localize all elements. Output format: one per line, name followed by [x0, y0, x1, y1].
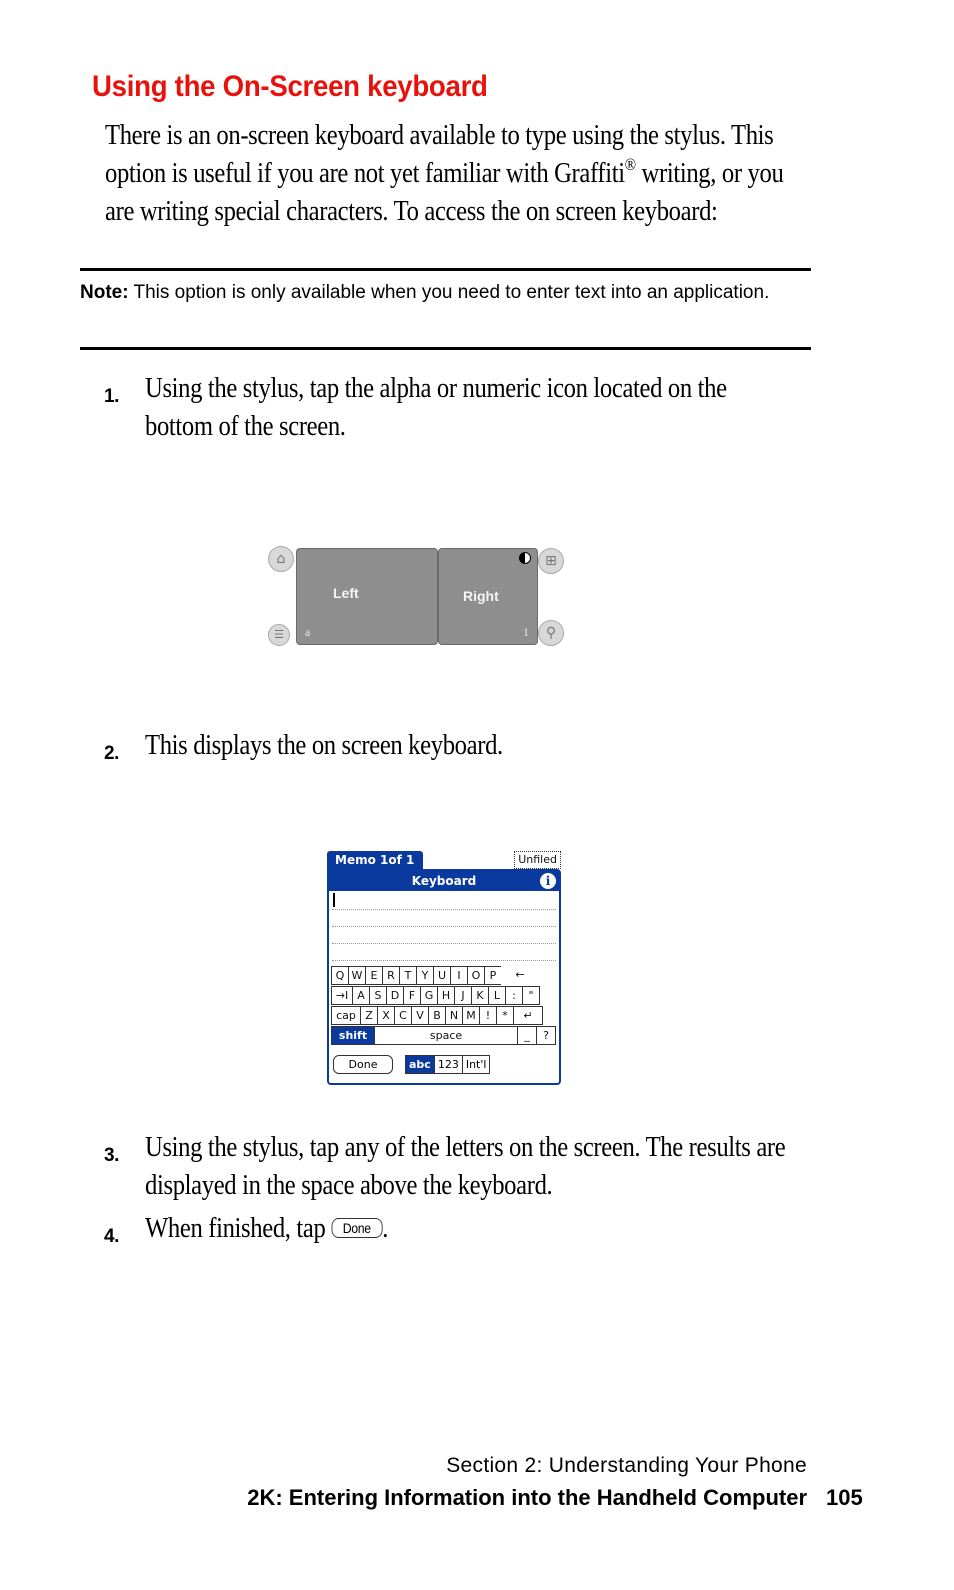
- page-number: 105: [826, 1485, 863, 1510]
- intro-line-2a: option is useful if you are not yet familiar with Graffiti: [105, 158, 625, 189]
- step-number: 3.: [104, 1145, 120, 1166]
- key[interactable]: S: [369, 986, 387, 1005]
- note-bottom-rule: [80, 347, 811, 350]
- key[interactable]: G: [420, 986, 438, 1005]
- intro-line-2b: writing, or you: [635, 158, 784, 189]
- category-dropdown[interactable]: Unfiled: [514, 851, 561, 869]
- text-caret: [333, 893, 335, 907]
- step-text-line-1: Using the stylus, tap any of the letters on the screen. The results are: [145, 1132, 786, 1163]
- step-number: 4.: [104, 1226, 120, 1247]
- abc-mode-button[interactable]: abc: [405, 1055, 435, 1074]
- key[interactable]: J: [454, 986, 472, 1005]
- key[interactable]: P: [484, 966, 502, 985]
- note-box: [80, 280, 810, 306]
- intro-paragraph: [105, 117, 865, 231]
- key[interactable]: !: [479, 1006, 497, 1025]
- keyboard-frame: [327, 869, 561, 1085]
- key[interactable]: M: [462, 1006, 480, 1025]
- alpha-corner[interactable]: a: [305, 625, 311, 639]
- tab-key[interactable]: →I: [331, 986, 353, 1005]
- key[interactable]: O: [467, 966, 485, 985]
- registered-mark: ®: [624, 155, 636, 174]
- key[interactable]: A: [352, 986, 370, 1005]
- key-grid: [331, 966, 557, 1046]
- keyboard-screenshot: [327, 850, 561, 1086]
- memo-tab[interactable]: Memo 1of 1: [327, 851, 423, 869]
- key[interactable]: Z: [360, 1006, 378, 1025]
- section-heading: Using the On-Screen keyboard: [92, 70, 488, 103]
- footer-section: Section 2: Understanding Your Phone: [446, 1454, 807, 1477]
- menu-icon: ☰: [268, 624, 290, 646]
- graffiti-area-image: [266, 540, 566, 650]
- step-text: [145, 1210, 388, 1248]
- key[interactable]: R: [382, 966, 400, 985]
- step-text-line-2: displayed in the space above the keyboard.: [145, 1170, 553, 1201]
- intro-line-2: [105, 155, 784, 193]
- key[interactable]: C: [394, 1006, 412, 1025]
- note-text: This option is only available when you need to enter text into an application.: [128, 282, 770, 303]
- backspace-key[interactable]: ←: [501, 966, 539, 985]
- step-4-after: .: [382, 1213, 389, 1244]
- key[interactable]: E: [365, 966, 383, 985]
- key-row-4: [331, 1026, 557, 1045]
- key[interactable]: F: [403, 986, 421, 1005]
- key-row-2: [331, 986, 557, 1005]
- caps-key[interactable]: cap: [331, 1006, 361, 1025]
- key[interactable]: ": [522, 986, 540, 1005]
- key[interactable]: :: [505, 986, 523, 1005]
- intro-line-3: are writing special characters. To access the on screen keyboard:: [105, 196, 718, 227]
- key[interactable]: H: [437, 986, 455, 1005]
- keyboard-bottom-bar: [333, 1055, 489, 1074]
- key[interactable]: L: [488, 986, 506, 1005]
- key[interactable]: D: [386, 986, 404, 1005]
- find-icon: ⊞: [538, 548, 564, 574]
- key[interactable]: *: [496, 1006, 514, 1025]
- step-text-line-1: This displays the on screen keyboard.: [145, 730, 503, 761]
- done-button[interactable]: Done: [333, 1055, 393, 1074]
- key-row-1: [331, 966, 557, 985]
- step-text-line-1: Using the stylus, tap the alpha or numeric icon located on the: [145, 373, 727, 404]
- key[interactable]: K: [471, 986, 489, 1005]
- intro-line-1: There is an on-screen keyboard available to type using the stylus. This: [105, 120, 774, 151]
- key[interactable]: Q: [331, 966, 349, 985]
- left-label: Left: [333, 585, 359, 601]
- key[interactable]: N: [445, 1006, 463, 1025]
- step-text-line-2: bottom of the screen.: [145, 411, 346, 442]
- step-number: 1.: [104, 386, 120, 407]
- key[interactable]: V: [411, 1006, 429, 1025]
- step-number: 2.: [104, 743, 120, 764]
- shift-key[interactable]: shift: [331, 1026, 375, 1045]
- key[interactable]: U: [433, 966, 451, 985]
- done-button-inline: Done: [331, 1218, 382, 1238]
- contrast-icon: [519, 552, 531, 564]
- key[interactable]: W: [348, 966, 366, 985]
- return-key[interactable]: ↵: [513, 1006, 543, 1025]
- key[interactable]: T: [399, 966, 417, 985]
- key[interactable]: ?: [536, 1026, 556, 1045]
- numeric-mode-button[interactable]: 123: [434, 1055, 463, 1074]
- space-key[interactable]: space: [374, 1026, 518, 1045]
- keyboard-title: Keyboard: [411, 874, 477, 888]
- intl-mode-button[interactable]: Int'l: [462, 1055, 491, 1074]
- graffiti-left-panel[interactable]: [296, 548, 438, 645]
- key[interactable]: B: [428, 1006, 446, 1025]
- info-icon[interactable]: i: [540, 873, 556, 889]
- step-4-before: When finished, tap: [145, 1213, 332, 1244]
- search-icon: ⚲: [538, 620, 564, 646]
- footer-chapter: 2K: Entering Information into the Handheld Computer: [247, 1485, 807, 1510]
- graffiti-right-panel[interactable]: [438, 548, 538, 645]
- key[interactable]: X: [377, 1006, 395, 1025]
- note-top-rule: [80, 268, 811, 271]
- note-label: Note:: [80, 282, 129, 303]
- key[interactable]: Y: [416, 966, 434, 985]
- keyboard-titlebar: [329, 871, 559, 891]
- home-icon: ⌂: [268, 546, 294, 572]
- key[interactable]: _: [517, 1026, 537, 1045]
- text-entry-area[interactable]: [332, 893, 556, 961]
- key-row-3: [331, 1006, 557, 1025]
- key[interactable]: I: [450, 966, 468, 985]
- right-label: Right: [463, 588, 499, 604]
- numeric-corner[interactable]: 1: [523, 625, 529, 639]
